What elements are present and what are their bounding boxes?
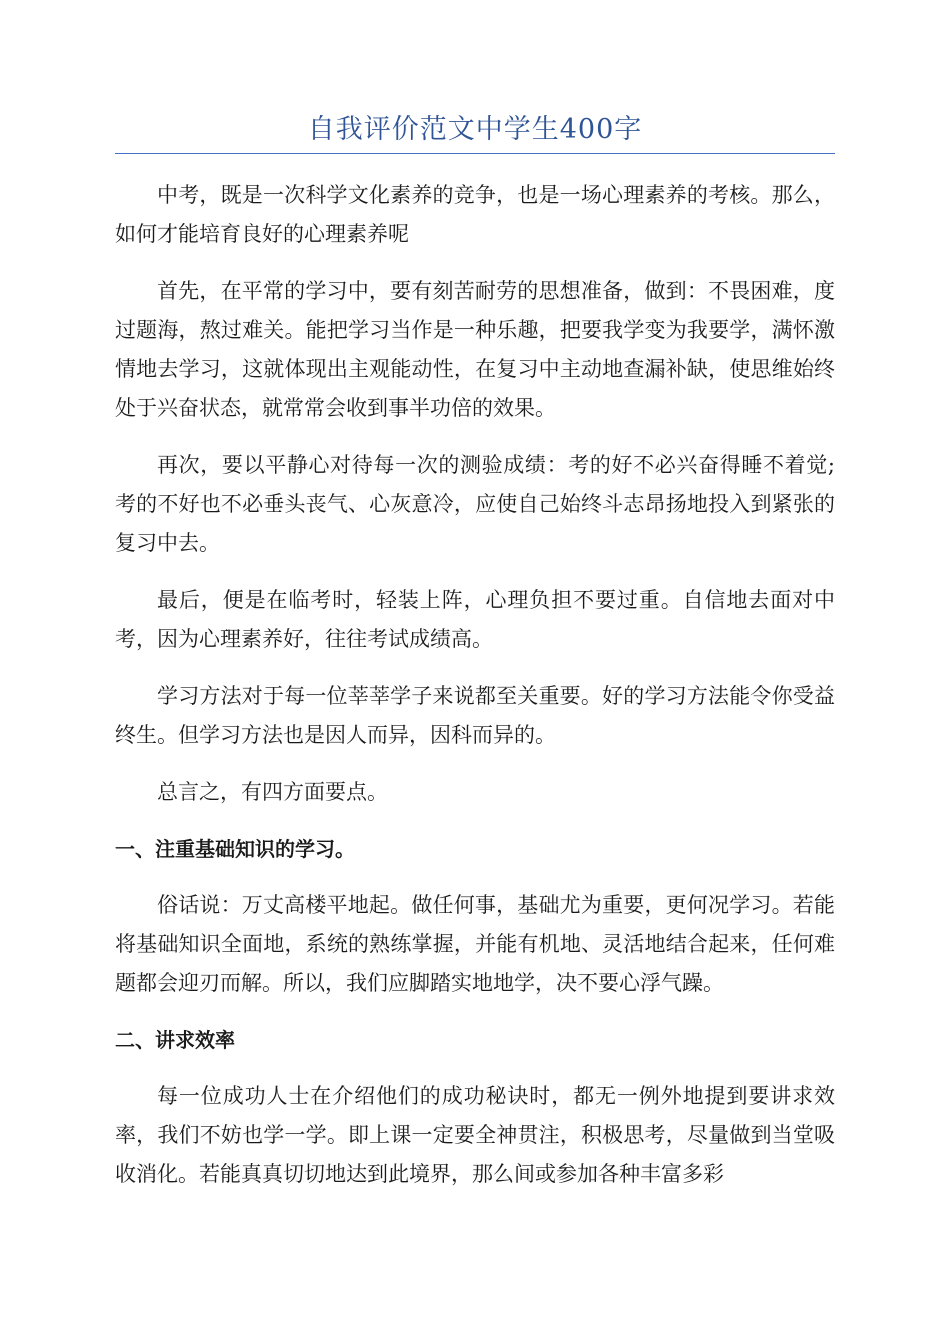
paragraph-last: 最后，便是在临考时，轻装上阵，心理负担不要过重。自信地去面对中考，因为心理素养好，往往考试成绩高。	[115, 588, 835, 651]
paragraph-efficiency: 每一位成功人士在介绍他们的成功秘诀时，都无一例外地提到要讲求效率，我们不妨也学一学。即上课一定要全神贯注，积极思考，尽量做到当堂吸收消化。若能真真切切地达到此境界，那么间或参加各种丰富多彩	[115, 1084, 835, 1186]
title-underline	[115, 153, 835, 154]
document-title: 自我评价范文中学生400字	[307, 114, 643, 145]
section-heading-2: 二、讲求效率	[115, 1028, 235, 1052]
document-body	[115, 176, 835, 1212]
paragraph-second: 再次，要以平静心对待每一次的测验成绩：考的好不必兴奋得睡不着觉;考的不好也不必垂头丧气、心灰意冷，应使自己始终斗志昂扬地投入到紧张的复习中去。	[115, 453, 835, 555]
section-heading-1: 一、注重基础知识的学习。	[115, 837, 355, 861]
paragraph-basics: 俗话说：万丈高楼平地起。做任何事，基础尤为重要，更何况学习。若能将基础知识全面地，系统的熟练掌握，并能有机地、灵活地结合起来，任何难题都会迎刃而解。所以，我们应脚踏实地地学，决不要心浮气躁。	[115, 893, 835, 995]
paragraph-first: 首先，在平常的学习中，要有刻苦耐劳的思想准备，做到：不畏困难，度过题海，熬过难关。能把学习当作是一种乐趣，把要我学变为我要学，满怀激情地去学习，这就体现出主观能动性，在复习中主动地查漏补缺，使思维始终处于兴奋状态，就常常会收到事半功倍的效果。	[115, 279, 835, 420]
paragraph-summary: 总言之，有四方面要点。	[157, 780, 388, 804]
paragraph-method: 学习方法对于每一位莘莘学子来说都至关重要。好的学习方法能令你受益终生。但学习方法也是因人而异，因科而异的。	[115, 684, 835, 747]
paragraph-intro: 中考，既是一次科学文化素养的竞争，也是一场心理素养的考核。那么，如何才能培育良好的心理素养呢	[115, 183, 835, 246]
